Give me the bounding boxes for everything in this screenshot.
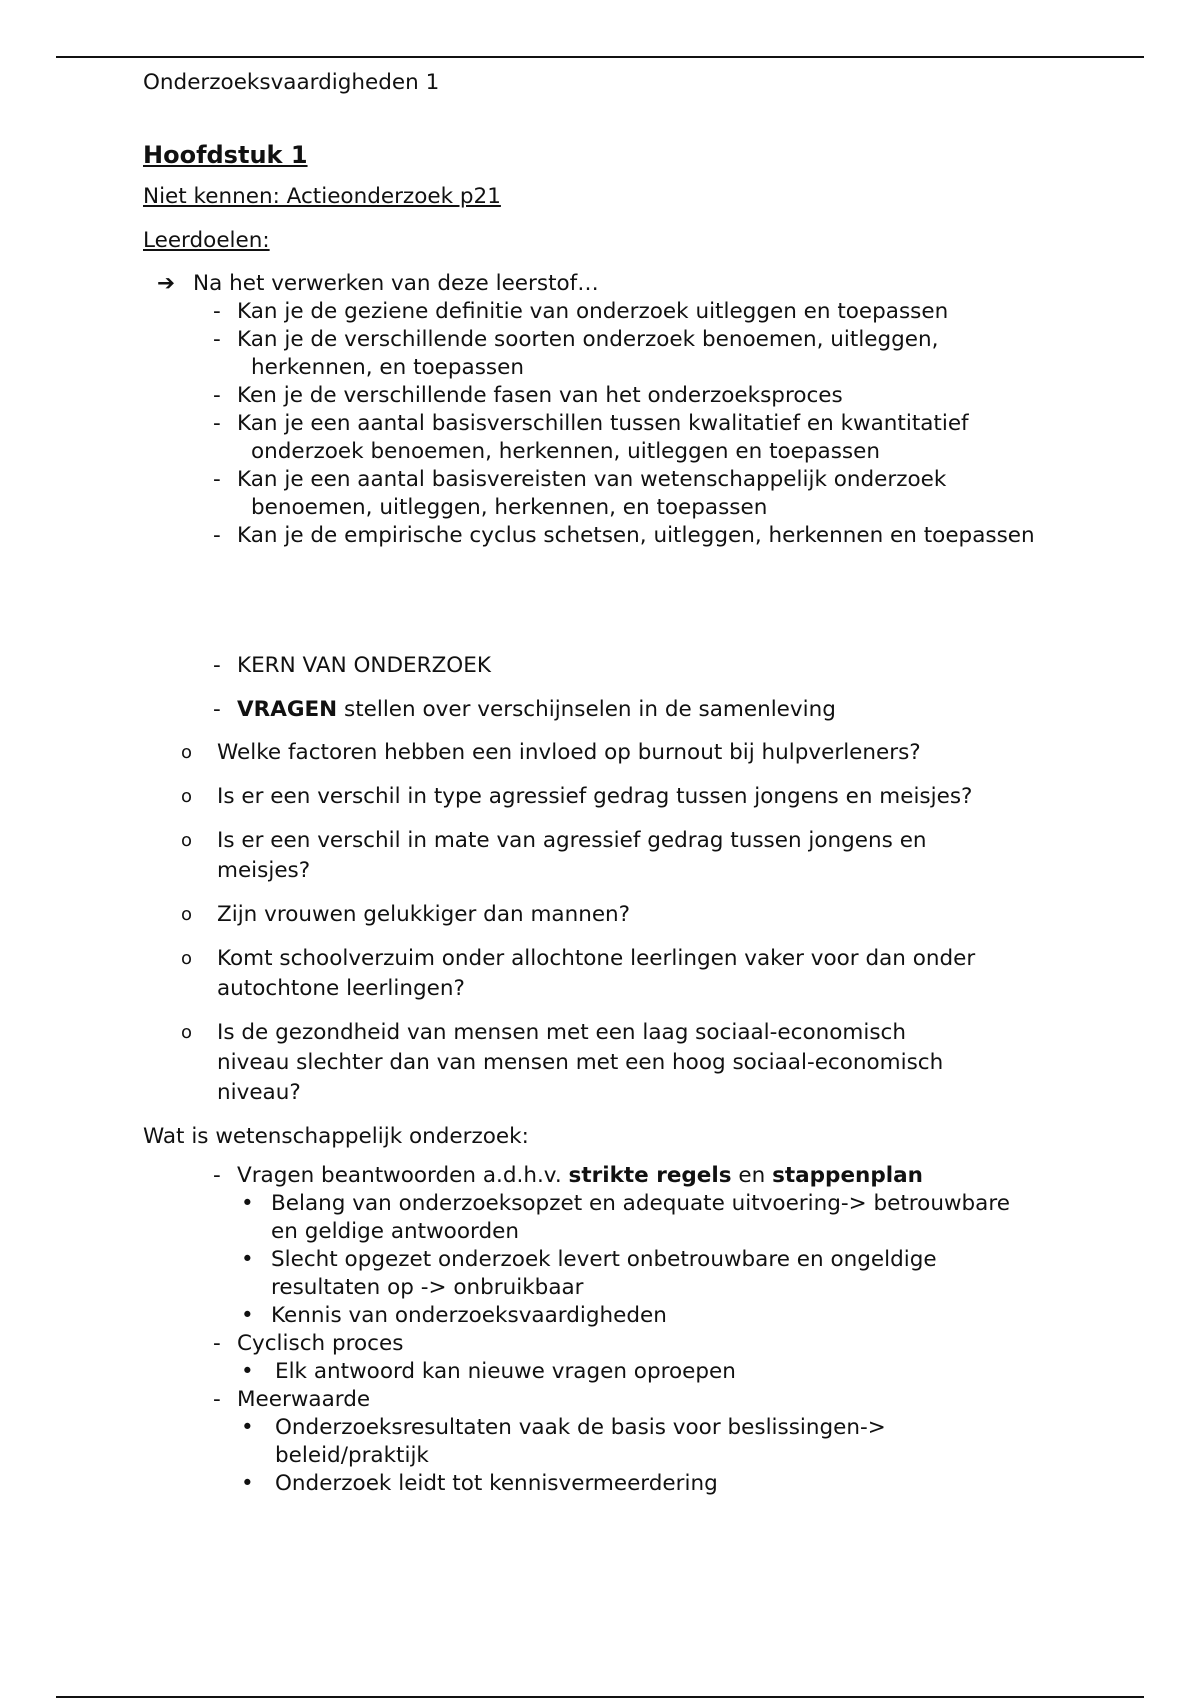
questions-rest: stellen over verschijnselen in de samenleving [337, 697, 836, 722]
arrow-right-icon: ➔ [157, 271, 176, 296]
bullet-icon: • [241, 1359, 254, 1384]
dash-icon: - [213, 1387, 221, 1412]
list-item: o Is de gezondheid van mensen met een laag sociaal-economisch niveau slechter dan van mensen met een hoog sociaal-economisch niveau? [181, 1020, 944, 1105]
core-questions [213, 694, 1063, 726]
cyclic-bullets [143, 1358, 1063, 1386]
dash-icon: - [213, 1163, 221, 1188]
goals-intro [157, 270, 1063, 298]
chapter-title: Hoofdstuk 1 [143, 141, 308, 169]
dash-icon: - [213, 467, 221, 492]
list-item: • Slecht opgezet onderzoek levert onbetrouwbare en ongeldige resultaten op -> onbruikbaar [241, 1247, 937, 1300]
dash-icon: - [213, 697, 221, 722]
bullet-icon: • [241, 1415, 254, 1440]
learning-goals-list [143, 298, 1063, 550]
value-list [143, 1386, 1063, 1414]
spacer [143, 550, 1063, 650]
answer-bullets [143, 1190, 1063, 1330]
list-item: • Elk antwoord kan nieuwe vragen oproepen [241, 1359, 736, 1384]
circle-bullet-icon: o [181, 948, 193, 969]
course-title: Onderzoeksvaardigheden 1 [143, 70, 440, 95]
questions-bold: VRAGEN [237, 697, 338, 722]
list-item: o Zijn vrouwen gelukkiger dan mannen? [181, 900, 977, 930]
circle-bullet-icon: o [181, 742, 193, 763]
list-item: o Welke factoren hebben een invloed op burnout bij hulpverleners? [181, 738, 977, 768]
dash-icon: - [213, 383, 221, 408]
value-bullets [143, 1414, 1063, 1498]
list-item: - Cyclisch proces [213, 1331, 404, 1356]
circle-bullet-icon: o [181, 786, 193, 807]
list-item: - Ken je de verschillende fasen van het onderzoeksproces [213, 383, 843, 408]
list-item: - Kan je een aantal basisvereisten van wetenschappelijk onderzoek benoemen, uitleggen, herkennen, en toepassen [213, 467, 947, 520]
science-list [143, 1162, 1063, 1190]
list-item: - Meerwaarde [213, 1387, 371, 1412]
list-item: • Kennis van onderzoeksvaardigheden [241, 1303, 667, 1328]
dash-icon: - [213, 299, 221, 324]
list-item: o Is er een verschil in mate van agressief gedrag tussen jongens en meisjes? [181, 828, 927, 883]
circle-bullet-icon: o [181, 904, 193, 925]
list-item: o Is er een verschil in type agressief gedrag tussen jongens en meisjes? [181, 782, 977, 812]
list-item: - Kan je een aantal basisverschillen tussen kwalitatief en kwantitatief onderzoek benoemen, herkennen, uitleggen en toepassen [213, 411, 969, 464]
dash-icon: - [213, 1331, 221, 1356]
list-item: - Vragen beantwoorden a.d.h.v. strikte regels en stappenplan [213, 1163, 923, 1188]
not-required-note: Niet kennen: Actieonderzoek p21 [143, 184, 501, 209]
list-item: o Komt schoolverzuim onder allochtone leerlingen vaker voor dan onder autochtone leerlingen? [181, 946, 976, 1001]
footer-rule [56, 1696, 1144, 1698]
dash-icon: - [213, 523, 221, 548]
list-item: • Belang van onderzoeksopzet en adequate uitvoering-> betrouwbare en geldige antwoorden [241, 1191, 1010, 1244]
dash-icon: - [213, 411, 221, 436]
science-heading: Wat is wetenschappelijk onderzoek: [143, 1124, 529, 1149]
document-page [143, 68, 1063, 1498]
circle-bullet-icon: o [181, 1022, 193, 1043]
goals-intro-text: Na het verwerken van deze leerstof… [193, 271, 599, 296]
list-item: • Onderzoeksresultaten vaak de basis voor beslissingen-> beleid/praktijk [241, 1415, 886, 1468]
example-questions-list [143, 738, 1063, 1108]
list-item: • Onderzoek leidt tot kennisvermeerdering [241, 1471, 718, 1496]
dash-icon: - [213, 327, 221, 352]
bullet-icon: • [241, 1303, 254, 1328]
list-item: - Kan je de geziene definitie van onderzoek uitleggen en toepassen [213, 299, 949, 324]
core-list [143, 650, 1063, 726]
bullet-icon: • [241, 1191, 254, 1216]
list-item: - Kan je de verschillende soorten onderzoek benoemen, uitleggen, herkennen, en toepassen [213, 327, 939, 380]
circle-bullet-icon: o [181, 830, 193, 851]
goals-label: Leerdoelen: [143, 228, 270, 253]
bullet-icon: • [241, 1247, 254, 1272]
core-title: - KERN VAN ONDERZOEK [213, 650, 1063, 682]
list-item: - Kan je de empirische cyclus schetsen, uitleggen, herkennen en toepassen [213, 523, 1035, 548]
bullet-icon: • [241, 1471, 254, 1496]
dash-icon: - [213, 653, 221, 678]
cyclic-list [143, 1330, 1063, 1358]
header-rule [56, 56, 1144, 58]
